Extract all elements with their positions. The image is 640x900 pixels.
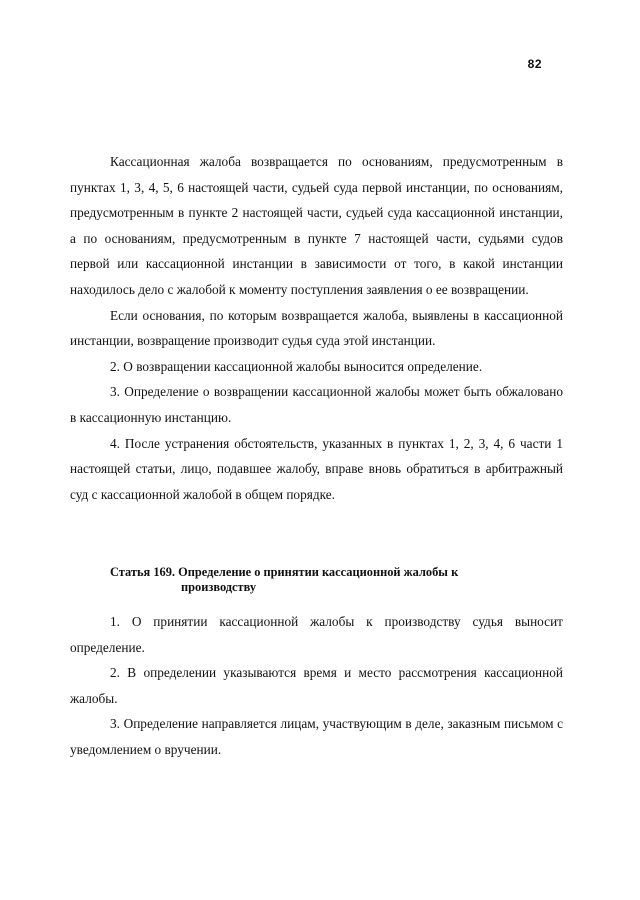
paragraph: 2. О возвращении кассационной жалобы выносится определение.	[110, 358, 483, 374]
paragraph: 3. Определение направляется лицам, участвующим в деле, заказным письмом с уведомлением о вручении.	[70, 716, 563, 757]
paragraph: Кассационная жалоба возвращается по основаниям, предусмотренным в пунктах 1, 3, 4, 5, 6 настоящей части, судьей суда первой инстанции, по основаниям, предусмотренным в пункте 2 настоящей части, судьей суда кассационной инстанции, а по основаниям, предусмотренным в пункте 7 настоящей части, судьями судов первой или кассационной инстанции в зависимости от того, в какой инстанции находилось дело с жалобой к моменту поступления заявления о ее возвращении.	[70, 154, 563, 297]
paragraph: 1. О принятии кассационной жалобы к производству судья выносит определение.	[70, 614, 563, 655]
article-heading	[110, 565, 490, 595]
paragraph: 4. После устранения обстоятельств, указанных в пунктах 1, 2, 3, 4, 6 части 1 настоящей статьи, лицо, подавшее жалобу, вправе вновь обратиться в арбитражный суд с кассационной жалобой в общем порядке.	[70, 435, 563, 502]
article-heading-line1: Статья 169. Определение о принятии кассационной жалобы к	[110, 565, 459, 579]
paragraph: 3. Определение о возвращении кассационной жалобы может быть обжаловано в кассационную инстанцию.	[70, 384, 563, 425]
section-1-text	[70, 149, 563, 507]
paragraph: 2. В определении указываются время и место рассмотрения кассационной жалобы.	[70, 665, 563, 706]
article-169-text	[70, 609, 563, 763]
page-number: 82	[527, 57, 542, 71]
paragraph: Если основания, по которым возвращается жалоба, выявлены в кассационной инстанции, возвращение производит судья суда этой инстанции.	[70, 307, 563, 349]
article-heading-line2: производству	[181, 580, 257, 594]
